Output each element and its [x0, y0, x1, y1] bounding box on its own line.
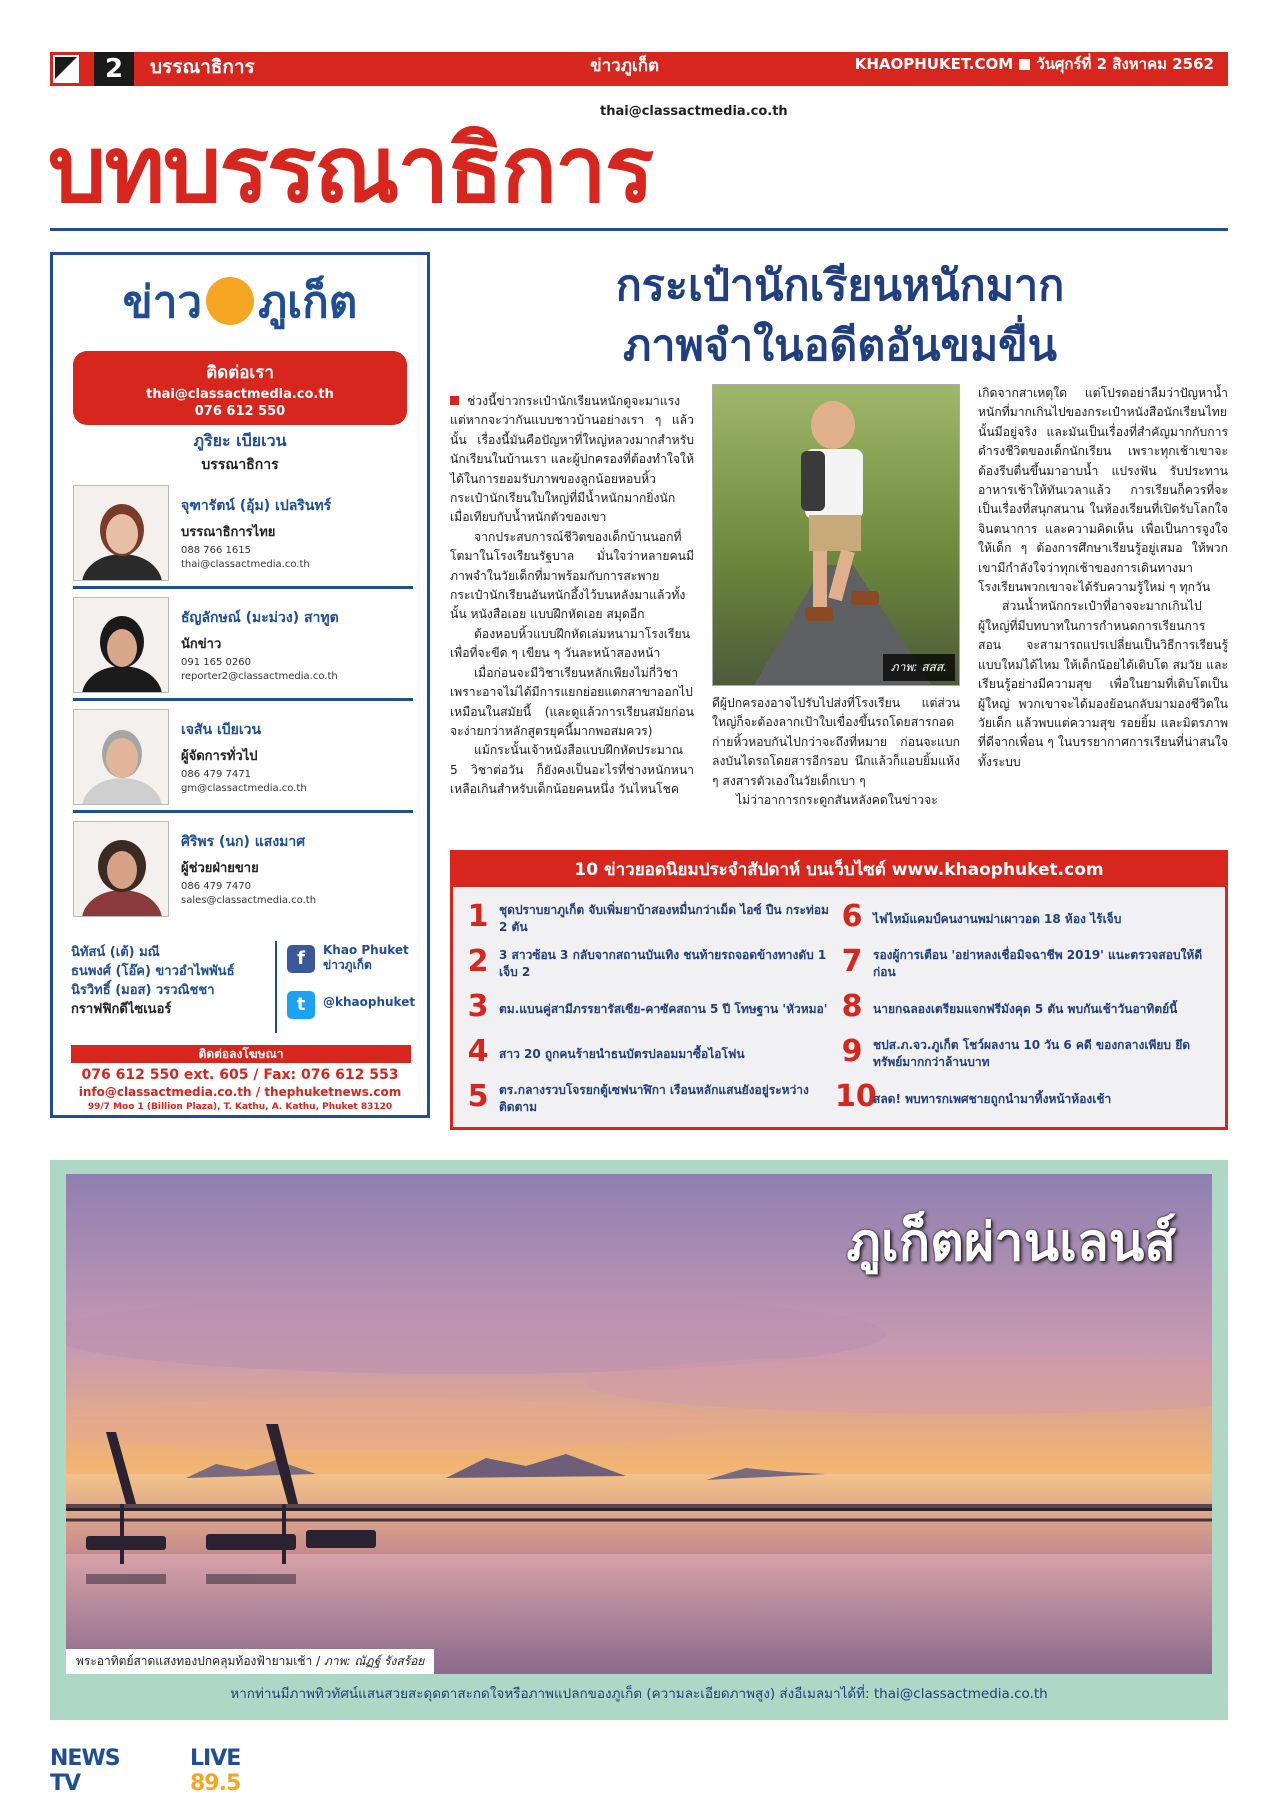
divider [50, 228, 1228, 231]
staff-name: ธัญลักษณ์ (มะม่วง) สาทูต [181, 610, 339, 626]
paragraph: แม้กระนั้นเจ้าหนังสือแบบฝึกหัดประมาณ 5 วิชาต่อวัน ก็ยังคงเป็นอะไรที่ช่างหนักหนาเหลือเกินสำหรับเด็กน้อยคนหนึ่ง วันไหนโชค [450, 743, 694, 797]
article-headline [450, 256, 1230, 376]
news-tv-logo: NEWS TV [50, 1746, 120, 1796]
headline-line-1: กระเป๋านักเรียนหนักมาก [615, 261, 1065, 311]
paragraph: ไม่ว่าอาการกระดูกสันหลังคดในข่าวจะ [736, 793, 938, 808]
staff-phone: 086 479 7471 [181, 769, 251, 780]
news-title: ไฟไหม้แคมป์คนงานพม่าเผาวอด 18 ห้อง ไร้เจ็บ [873, 911, 1122, 926]
square-icon [1019, 59, 1030, 70]
lens-caption [66, 1649, 434, 1674]
news-rank: 10 [835, 1079, 877, 1114]
staff-card [73, 703, 413, 813]
paragraph: ส่วนน้ำหนักกระเป๋าที่อาจจะมากเกินไป ผู้ใหญ่ที่มีบทบาทในการกำหนดการเรียนการสอน จะสามารถแปรเปลี่ยนเป็นวิธีการเรียนรู้แบบใหม่ได้ไหม ให้เด็กน้อยได้เติบโต สมวัย และเรียนรู้อย่างมีความสุข เพื่อในยามที่เติบโตเป็นผู้ใหญ่ พวกเขาจะได้มองย้อนกลับมามองชีวิตในวัยเด็ก แล้วพบแต่ความสุข รอยยิ้ม และมิตรภาพที่ดีจากเพื่อน ๆ ในบรรยากาศการเรียนที่น่าสนใจทั้งระบบ [978, 599, 1228, 769]
caption-text: พระอาทิตย์สาดแสงทองปกคลุมท้องฟ้ายามเช้า / [76, 1654, 321, 1668]
staff-name: ศิริพร (นก) แสงมาศ [181, 834, 306, 850]
staff-photo [73, 597, 169, 693]
news-item[interactable] [835, 987, 1215, 1031]
top-10-news [450, 850, 1228, 1130]
ad-contact-title: ติดต่อลงโฆษณา [71, 1045, 411, 1063]
lens-submission-note: หากท่านมีภาพทิวทัศน์แสนสวยสะดุดตาสะกดใจหรือภาพแปลกของภูเก็ต (ความละเอียดภาพสูง) ส่งอีเมลมาได้ที่: thai@classactmedia.co.th [230, 1686, 1048, 1702]
news-title: ชปส.ภ.จว.ภูเก็ต โชว์ผลงาน 10 วัน 6 คดี ของกลางเพียบ ยึดทรัพย์มากกว่าล้านบาท [873, 1038, 1191, 1069]
twitter-handle: @khaophuket [323, 995, 416, 1009]
headline-line-2: ภาพจำในอดีตอันขมขื่น [623, 321, 1057, 371]
crew-member: นิทัสน์ (เต้) มณี [71, 945, 160, 960]
staff-name: จุฑารัตน์ (อุ้ม) เปลรินทร์ [181, 498, 332, 514]
ad-phone: 076 612 550 ext. 605 / Fax: 076 612 553 [81, 1067, 399, 1083]
news-item[interactable] [835, 897, 1215, 941]
paragraph: ต้องหอบหิ้วแบบฝึกหัดเล่มหนามาโรงเรียนเพื่อที่จะขีด ๆ เขียน ๆ วันละหน้าสองหน้า [450, 626, 690, 661]
news-rank: 9 [841, 1034, 863, 1069]
crew-role: กราฟฟิกดีไซเนอร์ [71, 1002, 172, 1017]
issue-date: วันศุกร์ที่ 2 สิงหาคม 2562 [1036, 55, 1214, 73]
crew-list [71, 943, 281, 1019]
site-name[interactable]: KHAOPHUKET.COM [854, 55, 1014, 73]
news-item[interactable] [461, 1077, 841, 1121]
twitter-icon: t [287, 991, 315, 1019]
facebook-name: Khao Phuket [323, 943, 409, 957]
staff-photo [73, 821, 169, 917]
contact-email[interactable]: thai@classactmedia.co.th [146, 387, 334, 402]
facebook-icon: f [287, 945, 315, 973]
logo-text-right: ภูเก็ต [258, 277, 358, 328]
staff-photo [73, 709, 169, 805]
flag-icon [50, 52, 82, 86]
news-title: 3 สาวซ้อน 3 กลับจากสถานบันเทิง ชนท้ายรถจอดข้างทางดับ 1 เจ็บ 2 [499, 948, 827, 979]
staff-email[interactable]: thai@classactmedia.co.th [181, 559, 310, 570]
photo-credit: ภาพ: สสส. [883, 654, 955, 681]
editor-block [53, 429, 427, 476]
staff-card [73, 815, 413, 925]
paragraph: ช่วงนี้ข่าวกระเป๋านักเรียนหนักดูจะมาแรง แต่หากจะว่ากันแบบชาวบ้านอย่างเรา ๆ แล้วนั้น เรื่องนี้มันคือปัญหาที่ใหญ่หลวงมากสำหรับนักเรียนในบ้านเรา และผู้ปกครองที่ต้องทำใจให้ได้ในการยอมรับภาพของลูกน้อยหอบหิ้วกระเป๋านักเรียนใบใหญ่ที่มีน้ำหนักมากยิ่งนัก เมื่อเทียบกับน้ำหนักตัวของเขา [450, 394, 694, 525]
crew-member: ธนพงศ์ (โอ๊ค) ขาวอำไพพันธ์ [71, 964, 235, 979]
news-title: รองผู้การเตือน 'อย่าหลงเชื่อมิจฉาชีพ 2019' แนะตรวจสอบให้ดีก่อน [873, 948, 1203, 979]
news-title: ชุดปราบยาภูเก็ต จับเพิ่มยาบ้าสองหมื่นกว่าเม็ด ไอซ์ ปืน กระท่อม 2 ตัน [499, 903, 829, 934]
news-item[interactable] [835, 1032, 1215, 1076]
staff-email[interactable]: sales@classactmedia.co.th [181, 895, 317, 906]
news-title: สาว 20 ถูกคนร้ายนำธนบัตรปลอมมาซื้อไอโฟน [499, 1046, 745, 1061]
paragraph: เกิดจากสาเหตุใด แต่โปรดอย่าลืมว่าปัญหาน้ำหนักที่มากเกินไปของกระเป๋าหนังสือนักเรียนไทยนั้นมีอยู่จริง และมันเป็นเรื่องที่สำคัญมากกับการดำรงชีวิตของเด็กนักเรียน เพราะทุกเช้าเขาจะต้องรีบตื่นขึ้นมาอาบน้ำ แปรงฟัน รับประทานอาหารเช้าให้ทันเวลาแล้ว การเรียนก็ควรที่จะเป็นเรื่องที่สนุกสนาน ในห้องเรียนที่เปิดรับโลกใจจินตนาการ และความคิดเห็น เพื่อเป็นการจูงใจให้เด็ก ๆ ต้องการศึกษาเรียนรู้อยู่เสมอ ให้พวกเขามีกำลังใจว่าทุกเช้าของการเดินทางมาโรงเรียนพวกเขาจะได้รับความรู้ใหม่ ๆ ทุกวัน [978, 386, 1228, 595]
news-item[interactable] [461, 1032, 841, 1076]
news-item[interactable] [835, 942, 1215, 986]
page-title: บทบรรณาธิการ [48, 116, 653, 223]
facebook-link[interactable] [287, 941, 415, 987]
news-rank: 5 [467, 1079, 489, 1114]
social-links [275, 941, 415, 1033]
contact-box [73, 351, 407, 425]
brand-logo-small: ข่าวภูเก็ต [590, 56, 660, 76]
news-item[interactable] [461, 897, 841, 941]
logo-text-left: ข่าว [122, 277, 203, 328]
staff-email[interactable]: reporter2@classactmedia.co.th [181, 671, 338, 682]
article-photo [712, 384, 960, 686]
staff-email[interactable]: gm@classactmedia.co.th [181, 783, 307, 794]
article-column-3 [978, 384, 1228, 772]
news-rank: 7 [841, 944, 863, 979]
ad-address: 99/7 Moo 1 (Billion Plaza), T. Kathu, A. Kathu, Phuket 83120 [87, 1102, 393, 1112]
paragraph: ดีผู้ปกครองอาจไปรับไปส่งที่โรงเรียน แต่ส่วนใหญ่ก็จะต้องลากเป้าใบเขื่องขึ้นรถโดยสารกอดก่ายหิ้วหอบกันไปกว่าจะถึงที่หมาย ก่อนจะแบกลงบันไดรถโดยสารอีกรอบ นึกแล้วก็แอบยิ้มแห้ง ๆ สงสารตัวเองในวัยเด็กเบา ๆ [712, 696, 960, 788]
staff-phone: 086 479 7470 [181, 881, 251, 892]
brand-logo [53, 267, 427, 337]
section-label: บรรณาธิการ [150, 56, 255, 78]
lens-title: ภูเก็ตผ่านเลนส์ [846, 1213, 1176, 1273]
contact-sidebar [50, 252, 430, 1118]
bullet-icon [450, 396, 459, 405]
page-number: 2 [94, 52, 134, 86]
contact-phone: 076 612 550 [194, 404, 286, 419]
staff-role: บรรณาธิการไทย [181, 525, 276, 540]
paragraph: จากประสบการณ์ชีวิตของเด็กบ้านนอกที่โตมาในโรงเรียนรัฐบาล มั่นใจว่าหลายคนมีภาพจำในวัยเด็กที่มาพร้อมกับการสะพายกระเป๋านักเรียนอันหนักอึ้งไว้บนหลังมาแล้วทั้งนั้น หนังสือเอย แบบฝึกหัดเอย สมุดอีก [450, 529, 694, 622]
crew-member: นิรวิทธิ์ (มอส) วรวณิชชา [71, 983, 215, 998]
masthead-email[interactable]: thai@classactmedia.co.th [600, 104, 788, 119]
news-item[interactable] [835, 1077, 1215, 1121]
lens-photo [66, 1174, 1212, 1674]
article-column-1 [450, 392, 694, 800]
staff-card [73, 591, 413, 701]
news-rank: 3 [467, 989, 489, 1024]
news-title: นายกฉลองเตรียมแจกฟรีมังคุด 5 ตัน พบกันเช้าวันอาทิตย์นี้ [873, 1001, 1178, 1016]
header-bar [50, 52, 1228, 86]
staff-role: นักข่าว [181, 637, 222, 652]
news-item[interactable] [461, 987, 841, 1031]
twitter-link[interactable] [287, 987, 415, 1033]
live-text: LIVE [190, 1746, 241, 1771]
live-radio-logo [190, 1746, 240, 1796]
news-rank: 6 [841, 899, 863, 934]
staff-name: เจสัน เบียเวน [181, 722, 262, 738]
news-rank: 8 [841, 989, 863, 1024]
top10-title: 10 ข่าวยอดนิยมประจำสัปดาห์ บนเว็บไซต์ www.khaophuket.com [453, 853, 1225, 887]
lens-feature [50, 1160, 1228, 1720]
live-frequency: 89.5 [190, 1771, 241, 1796]
staff-role: ผู้ช่วยฝ่ายขาย [181, 861, 259, 876]
facebook-name-thai: ข่าวภูเก็ต [323, 958, 372, 972]
news-rank: 2 [467, 944, 489, 979]
staff-photo [73, 485, 169, 581]
sun-palm-icon [206, 277, 254, 325]
article-column-2 [712, 694, 960, 810]
news-title: ตม.แบนคู่สามีภรรยารัสเซีย-คาซัคสถาน 5 ปี โทษฐาน 'หัวหมอ' [499, 1001, 828, 1016]
caption-credit: ภาพ: ณัฏฐ์ รังสร้อย [323, 1654, 425, 1668]
staff-phone: 088 766 1615 [181, 545, 251, 556]
news-item[interactable] [461, 942, 841, 986]
contact-title: ติดต่อเรา [206, 363, 274, 383]
staff-card [73, 479, 413, 589]
staff-role: ผู้จัดการทั่วไป [181, 749, 258, 764]
site-and-date [855, 52, 1214, 76]
news-title: สลด! พบทารกเพศชายถูกนำมาทิ้งหน้าห้องเช้า [873, 1091, 1112, 1106]
news-rank: 1 [467, 899, 489, 934]
news-title: ตร.กลางรวบโจรยกตู้เซฟนาฬิกา เรือนหลักแสนยังอยู่ระหว่างติดตาม [499, 1083, 809, 1114]
editor-role: บรรณาธิการ [201, 457, 279, 473]
paragraph: เมื่อก่อนจะมีวิชาเรียนหลักเพียงไม่กี่วิชา เพราะอาจไม่ได้มีการแยกย่อยแตกสาขาออกไปเหมือนในสมัยนี้ (และดูแล้วการเรียนสมัยก่อนจะง่ายกว่าหลักสูตรยุคนี้มากพอสมควร) [450, 665, 694, 738]
editor-name: ภูริยะ เบียเวน [193, 431, 287, 450]
staff-phone: 091 165 0260 [181, 657, 251, 668]
news-rank: 4 [467, 1034, 489, 1069]
ad-email[interactable]: info@classactmedia.co.th / thephuketnews.com [78, 1085, 402, 1099]
